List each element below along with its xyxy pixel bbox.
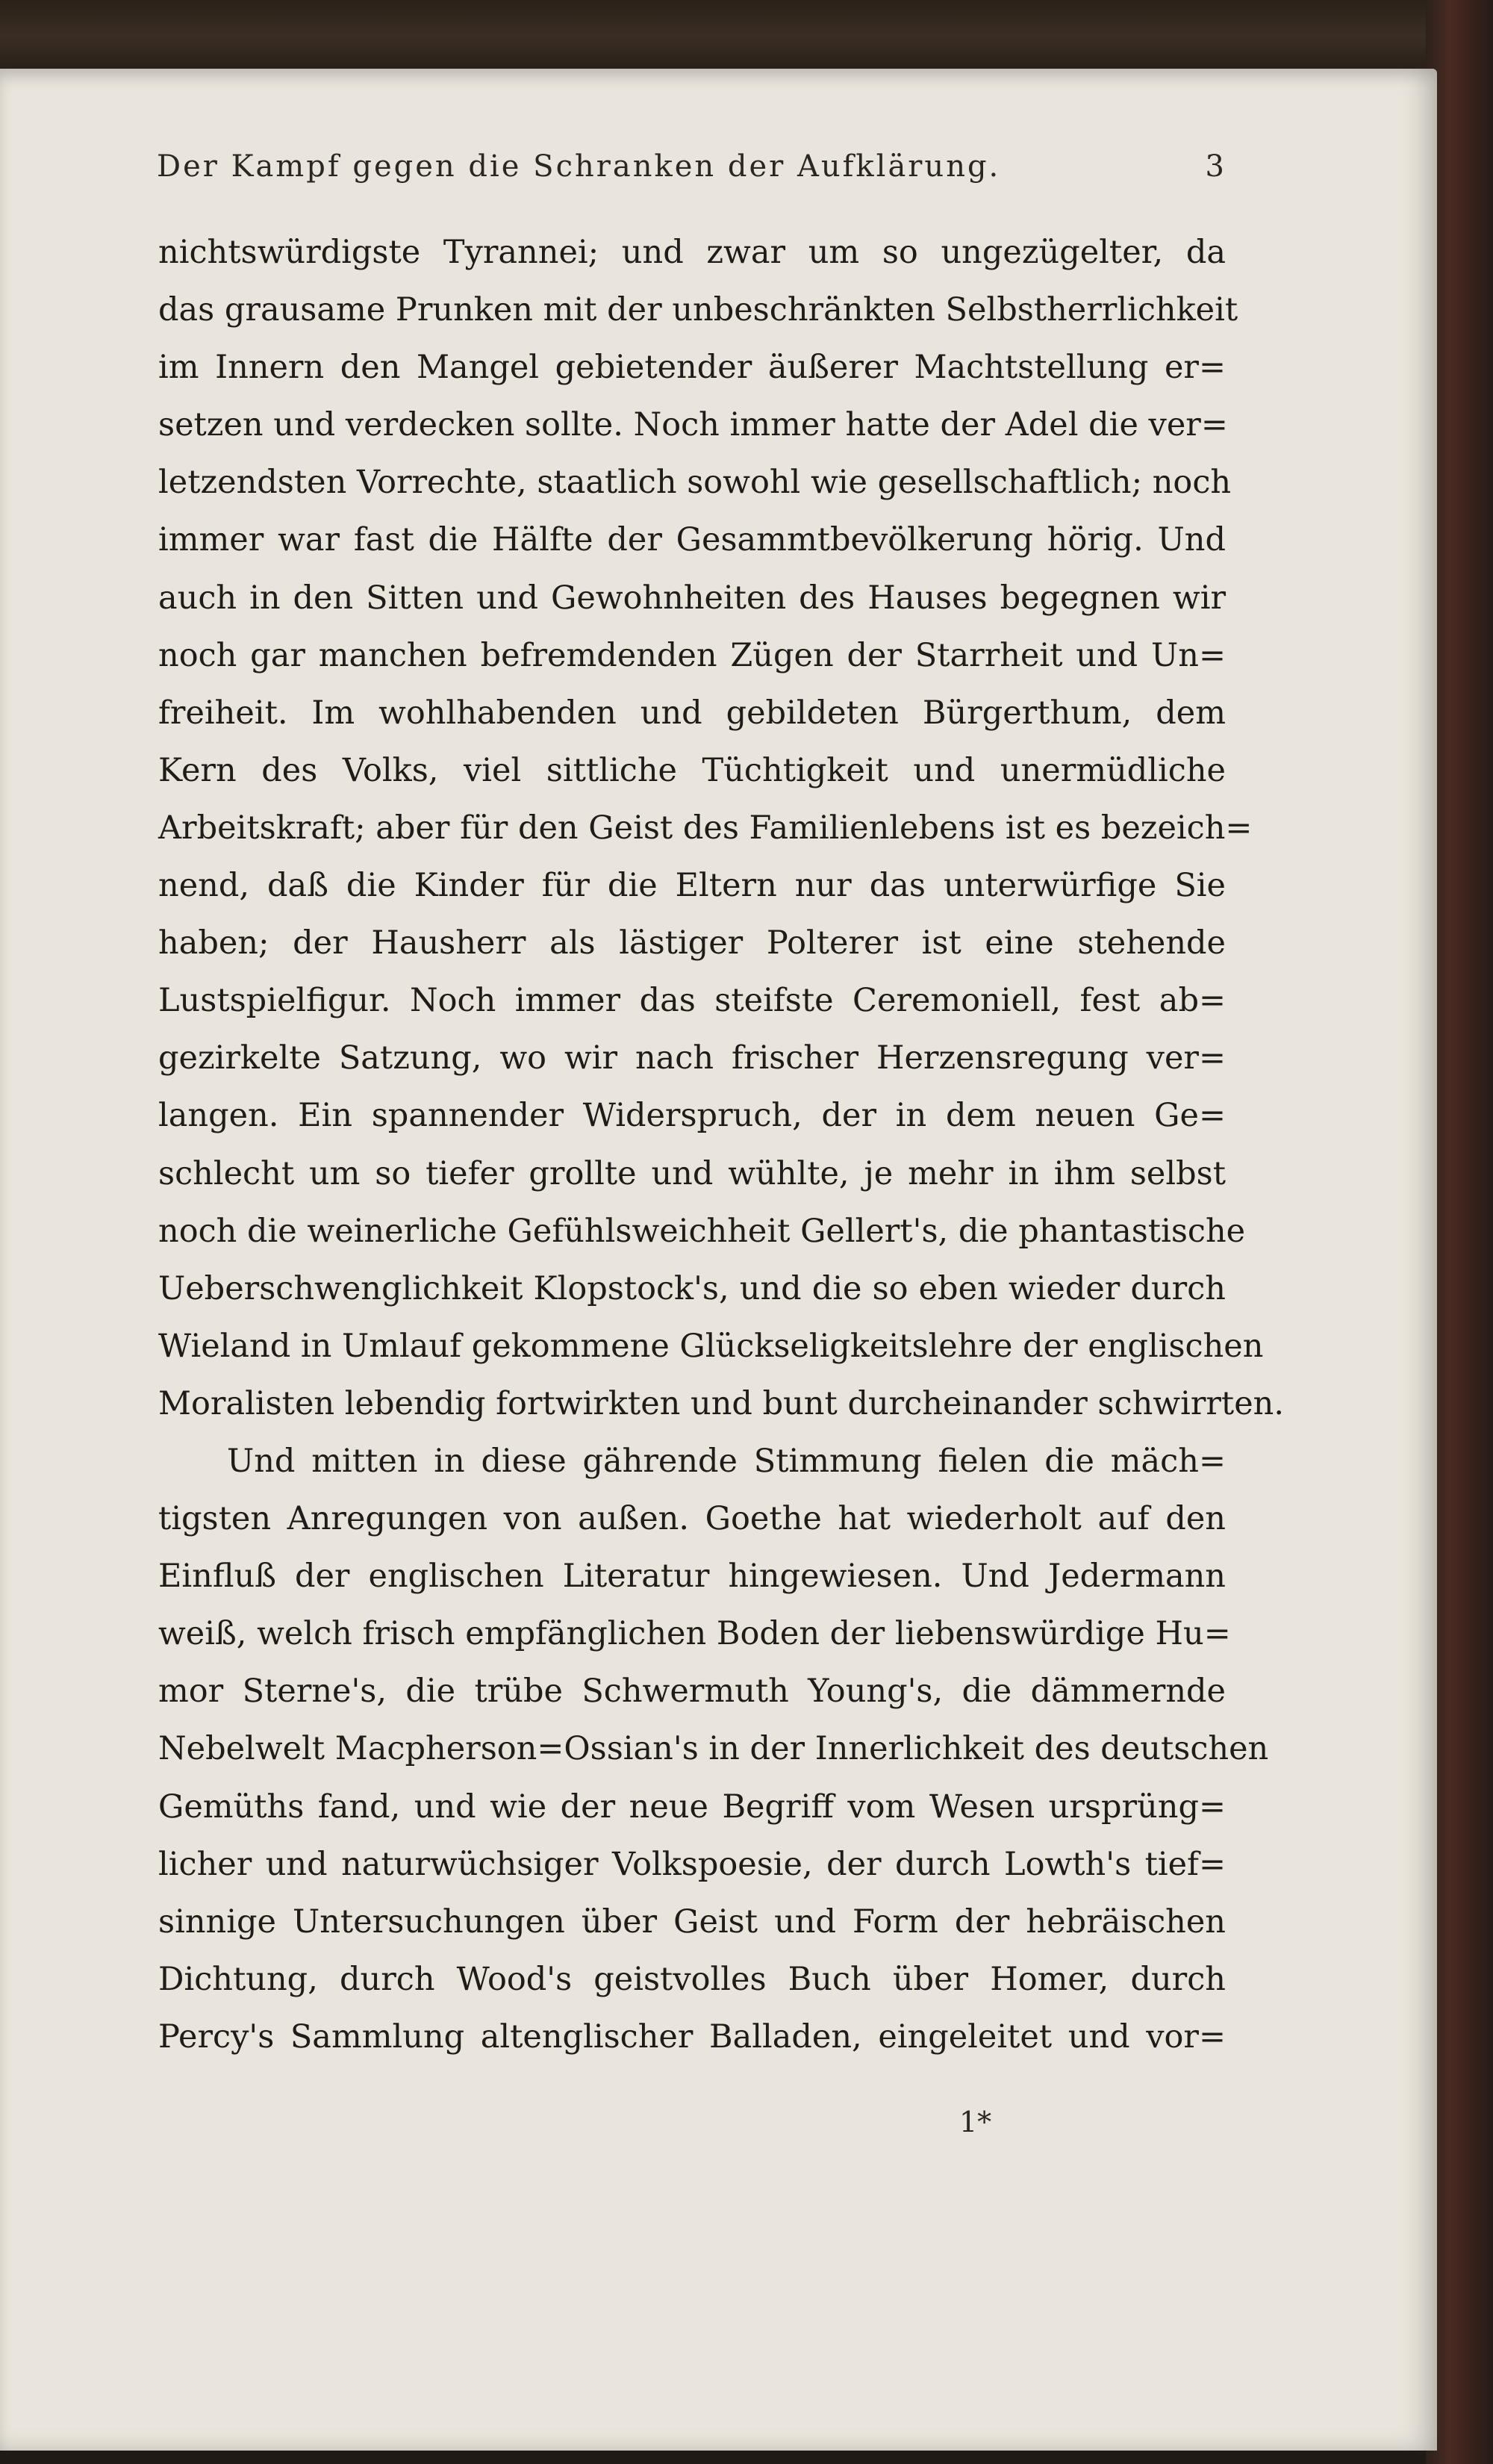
text-line: letzendsten Vorrechte, staatlich sowohl wie gesellschaftlich; noch [158,464,1232,502]
running-title: Der Kampf gegen die Schranken der Aufklärung. [157,149,1001,184]
text-line: Einfluß der englischen Literatur hingewiesen. Und Jedermann [158,1558,1226,1596]
text-line: Ueberschwenglichkeit Klopstock's, und die so eben wieder durch [158,1269,1226,1307]
text-line: schlecht um so tiefer grollte und wühlte, je mehr in ihm selbst [158,1154,1226,1192]
text-line: immer war fast die Hälfte der Gesammtbevölkerung hörig. Und [158,521,1226,559]
text-line: freiheit. Im wohlhabenden und gebildeten Bürgerthum, dem [158,694,1226,732]
text-line: Arbeitskraft; aber für den Geist des Familienlebens ist es bezeich= [158,809,1253,847]
text-line: setzen und verdecken sollte. Noch immer hatte der Adel die ver= [158,406,1228,444]
text-line: Moralisten lebendig fortwirkten und bunt durcheinander schwirrten. [158,1384,1285,1422]
text-line: Dichtung, durch Wood's geistvolles Buch über Homer, durch [158,1960,1226,1998]
running-head [157,149,1224,197]
text-line: Lustspielfigur. Noch immer das steifste Ceremoniell, fest ab= [158,982,1226,1020]
text-line: langen. Ein spannender Widerspruch, der in dem neuen Ge= [158,1097,1226,1135]
text-line: nichtswürdigste Tyrannei; und zwar um so ungezügelter, da [158,234,1226,271]
text-line: Wieland in Umlauf gekommene Glückseligkeitslehre der englischen [158,1327,1264,1365]
text-line: noch gar manchen befremdenden Zügen der Starrheit und Un= [158,636,1226,674]
page-number: 3 [1205,149,1224,184]
text-line: auch in den Sitten und Gewohnheiten des Hauses begegnen wir [158,579,1226,617]
text-line: im Innern den Mangel gebietender äußerer Machtstellung er= [158,349,1226,387]
text-line: Gemüths fand, und wie der neue Begriff vom Wesen ursprüng= [158,1788,1226,1826]
text-line: Nebelwelt Macpherson=Ossian's in der Innerlichkeit des deutschen [158,1730,1269,1768]
text-line: Und mitten in diese gährende Stimmung fielen die mäch= [227,1442,1226,1480]
text-line: nend, daß die Kinder für die Eltern nur das unterwürfige Sie [158,867,1226,905]
text-line: das grausame Prunken mit der unbeschränkten Selbstherrlichkeit [158,291,1238,329]
text-line: Percy's Sammlung altenglischer Balladen, eingeleitet und vor= [158,2017,1226,2056]
text-line: sinnige Untersuchungen über Geist und Form der hebräischen [158,1903,1226,1941]
text-line: tigsten Anregungen von außen. Goethe hat wiederholt auf den [158,1500,1226,1538]
signature-mark: 1* [959,2106,992,2138]
text-line: gezirkelte Satzung, wo wir nach frischer Herzensregung ver= [158,1039,1226,1077]
text-line: licher und naturwüchsiger Volkspoesie, der durch Lowth's tief= [158,1845,1226,1883]
paragraph-1 [158,224,1285,1433]
paragraph-2 [158,1433,1269,2066]
text-line: weiß, welch frisch empfänglichen Boden der liebenswürdige Hu= [158,1615,1231,1653]
text-line: mor Sterne's, die trübe Schwermuth Young's, die dämmernde [158,1673,1226,1711]
body-text [158,224,1285,2066]
text-line: Kern des Volks, viel sittliche Tüchtigkeit und unermüdliche [158,751,1226,789]
text-line: haben; der Hausherr als lästiger Polterer ist eine stehende [158,924,1226,962]
text-line: noch die weinerliche Gefühlsweichheit Gellert's, die phantastische [158,1212,1246,1250]
